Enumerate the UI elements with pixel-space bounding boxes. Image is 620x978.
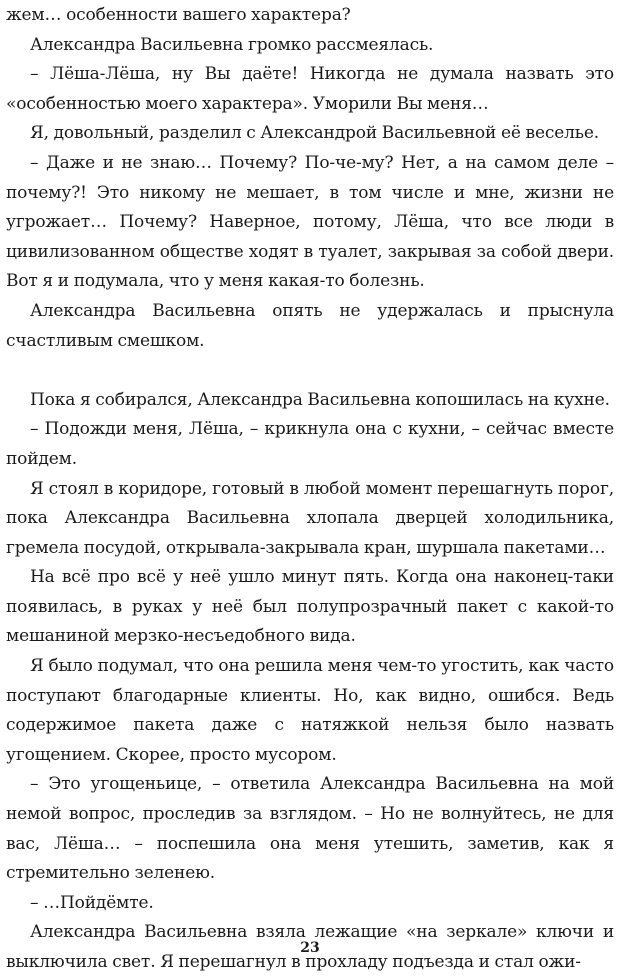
paragraph: жем… особенности вашего характера? bbox=[6, 5, 351, 25]
paragraph: Александра Васильевна опять не удержалась и прыснула счастливым смешком. bbox=[6, 300, 614, 351]
paragraph: – Подожди меня, Лёша, – крикнула она с кухни, – сейчас вместе пойдем. bbox=[6, 419, 614, 469]
paragraph: Александра Васильевна взяла лежащие «на зеркале» ключи и выключила свет. Я перешагнул в прохладу подъезда и стал ожи- bbox=[6, 922, 614, 972]
paragraph: – Даже и не знаю… Почему? По-че-му? Нет, а на самом деле – почему?! Это никому не мешает, в том числе и мне, жизни не угрожает… Почему? Наверное, потому, Лёша, что все люди в цивилизованном обществе ходят в туалет, закрывая за собой двери. Вот я и подумала, что у меня какая-то болезнь. bbox=[6, 152, 614, 292]
paragraph: – Это угощеньице, – ответила Александра Васильевна на мой немой вопрос, проследив за взглядом. – Но не волнуйтесь, не для вас, Лёша… – поспешила она меня утешить, заметив, как я стремительно зеленею. bbox=[6, 774, 614, 884]
paragraph: Пока я собирался, Александра Васильевна копошилась на кухне. bbox=[30, 389, 610, 410]
paragraph: На всё про всё у неё ушло минут пять. Когда она наконец-таки появилась, в руках у неё был полупрозрачный пакет с какой-то мешаниной мерзко-несъедобного вида. bbox=[6, 567, 614, 647]
paragraph: Я, довольный, разделил с Александрой Васильевной её веселье. bbox=[30, 123, 600, 144]
paragraph: Александра Васильевна громко рассмеялась. bbox=[30, 34, 434, 55]
paragraph: Я стоял в коридоре, готовый в любой момент перешагнуть порог, пока Александра Васильевна хлопала дверцей холодильника, гремела посудой, открывала-закрывала кран, шуршала пакетами… bbox=[6, 478, 614, 558]
paragraph: – Лёша-Лёша, ну Вы даёте! Никогда не думала назвать это «особенностью моего характера». Уморили Вы меня… bbox=[6, 64, 614, 114]
section-break bbox=[6, 356, 614, 386]
paragraph: – …Пойдёмте. bbox=[30, 892, 154, 913]
paragraph: Я было подумал, что она решила меня чем-то угостить, как часто поступают благодарные клиенты. Но, как видно, ошибся. Ведь содержимое пакета даже с натяжкой нельзя было назвать угощением. Скорее, просто мусором. bbox=[6, 656, 614, 765]
page-number: 23 bbox=[300, 940, 320, 956]
body-text bbox=[6, 1, 614, 978]
